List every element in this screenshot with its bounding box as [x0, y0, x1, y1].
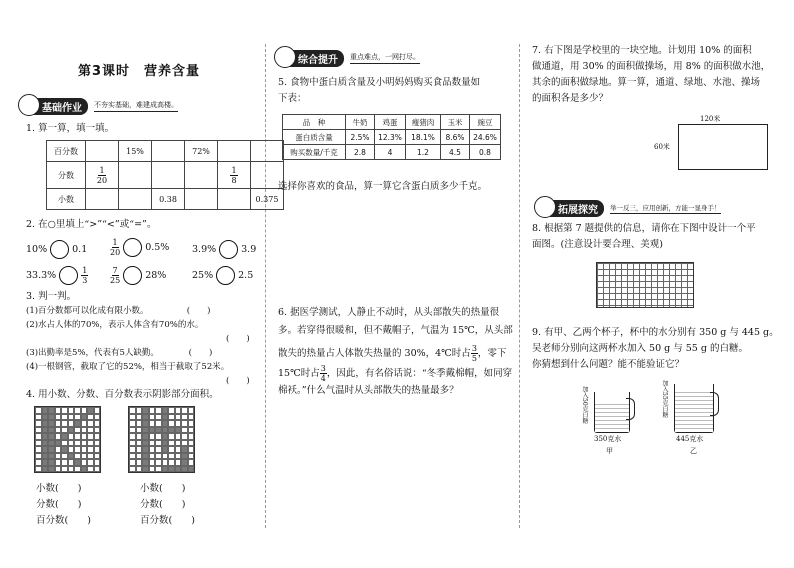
table-cell: [86, 141, 119, 162]
field-rectangle: [678, 124, 768, 170]
table-cell: [119, 162, 152, 189]
table-cell: [185, 189, 218, 210]
judge-item: (4)一根钢管，截取了它的52%，相当于截取了52米。: [26, 362, 230, 372]
field-height-label: 60米: [654, 143, 670, 151]
answer-line: 百分数( ): [140, 515, 195, 526]
table-cell: 蛋白质含量: [283, 130, 346, 145]
cup-a-side-label: 加入50克白糖: [581, 386, 588, 424]
judge-item: (1)百分数都可以化成有限小数。 ( ): [26, 306, 211, 316]
compare-item: 3.9% 3.9: [192, 240, 256, 259]
table-row: [47, 141, 284, 162]
table-cell: 1.2: [406, 145, 441, 160]
answer-circle[interactable]: [123, 266, 142, 285]
q9-line: 9. 有甲、乙两个杯子，杯中的水分别有 350 g 与 445 g。: [532, 327, 779, 338]
conversion-table: [46, 140, 284, 210]
row-label: 百分数: [47, 141, 86, 162]
cup-a-handle: [626, 398, 635, 420]
answer-line: 小数( ): [36, 483, 82, 494]
q1-prompt: 1. 算一算，填一填。: [26, 123, 115, 134]
table-row: [283, 145, 501, 160]
cup-a-water-label: 350克水: [594, 435, 622, 443]
q8-line: 面图。(注意设计要合理、美观): [532, 239, 663, 250]
table-header: 玉米: [441, 115, 470, 130]
q7-line: 其余的面积做绿地。算一算，通道、绿地、水池、操场: [532, 77, 761, 88]
advanced-banner: ☺ 综合提升 重点难点，一网打尽。: [280, 50, 420, 66]
table-cell: 4: [375, 145, 406, 160]
table-cell: [152, 162, 185, 189]
table-cell: 24.6%: [470, 130, 501, 145]
compare-item: 10% 0.1: [26, 240, 87, 259]
table-cell: [119, 189, 152, 210]
basic-banner-note: 不夯实基础，难建成高楼。: [94, 100, 178, 112]
table-cell: [185, 162, 218, 189]
cup-b-name: 乙: [690, 447, 697, 455]
answer-circle[interactable]: [59, 266, 78, 285]
column-divider-left: [265, 44, 266, 528]
answer-circle[interactable]: [50, 240, 69, 259]
compare-item: $\frac{7}{25}$ 28%: [110, 266, 167, 285]
q2-prompt: 2. 在○里填上“>”“<”或“=”。: [26, 219, 157, 230]
q6-line: 棉袄。”什么气温时从头部散失的热量最多？: [278, 385, 459, 396]
cup-a-name: 甲: [606, 447, 613, 455]
answer-line: 百分数( ): [36, 515, 91, 526]
table-header-row: [283, 115, 501, 130]
protein-table: [282, 114, 501, 160]
table-cell: 4.5: [441, 145, 470, 160]
table-header: 牛奶: [346, 115, 375, 130]
table-cell: 0.8: [470, 145, 501, 160]
table-header: 品 种: [283, 115, 346, 130]
advanced-banner-note: 重点难点，一网打尽。: [350, 52, 420, 64]
table-cell: 2.5%: [346, 130, 375, 145]
q9-line: 吴老师分别向这两杯水加入 50 g 与 55 g 的白糖。: [532, 343, 748, 354]
cup-b-water-label: 445克水: [676, 435, 704, 443]
pencil-icon: ✎: [18, 94, 40, 116]
ant-mascot-icon: ❀: [534, 196, 556, 218]
explore-banner-note: 举一反三，应用创新，方能一显身手！: [610, 203, 721, 212]
q5-ask: 选择你喜欢的食品，算一算它含蛋白质多少千克。: [278, 181, 488, 192]
answer-line: 分数( ): [36, 499, 82, 510]
table-cell: 12.3%: [375, 130, 406, 145]
cup-b: [674, 384, 714, 433]
table-cell: 0.375: [251, 189, 284, 210]
design-grid[interactable]: [596, 262, 694, 308]
q7-line: 做通道，用 30% 的面积做操场，用 8% 的面积做水池，: [532, 61, 771, 72]
table-cell: 2.8: [346, 145, 375, 160]
compare-item: 33.3% $\frac{1}{3}$: [26, 266, 88, 285]
table-row: [47, 162, 284, 189]
answer-line: 小数( ): [140, 483, 186, 494]
judge-item: ( ): [226, 334, 250, 344]
table-cell: 72%: [185, 141, 218, 162]
answer-circle[interactable]: [216, 266, 235, 285]
q8-line: 8. 根据第 7 题提供的信息，请你在下图中设计一个平: [532, 223, 756, 234]
table-cell: [218, 141, 251, 162]
grid-cell: [188, 466, 195, 473]
compare-item: 25% 2.5: [192, 266, 253, 285]
basic-banner: ✎ 基础作业 不夯实基础，难建成高楼。: [24, 98, 178, 114]
mascot-icon: ☺: [274, 46, 296, 68]
explore-banner: ❀ 拓展探究 举一反三，应用创新，方能一显身手！: [540, 200, 721, 216]
row-label: 分数: [47, 162, 86, 189]
q7-line: 7. 右下图是学校里的一块空地。计划用 10% 的面积: [532, 45, 752, 56]
q6-line: 多。若穿得很暖和，但不戴帽子，气温为 15℃，从头部: [278, 325, 513, 336]
table-cell: [86, 189, 119, 210]
judge-item: ( ): [226, 376, 250, 386]
cup-a: [594, 392, 630, 433]
q3-prompt: 3. 判一判。: [26, 291, 77, 302]
answer-line: 分数( ): [140, 499, 186, 510]
shaded-grid-b: [128, 406, 195, 473]
q4-prompt: 4. 用小数、分数、百分数表示阴影部分面积。: [26, 389, 219, 400]
q7-line: 的面积各是多少？: [532, 93, 609, 104]
table-row: [47, 189, 284, 210]
grid-cell: [94, 466, 101, 473]
answer-circle[interactable]: [123, 238, 142, 257]
q9-line: 你猜想到什么问题？能不能验证它？: [532, 359, 685, 370]
q6-line: 散失的热量占人体散失热量的 30%，4℃时占 $\frac{3}{5}$ ，零下: [278, 344, 507, 363]
table-cell: 18.1%: [406, 130, 441, 145]
table-header: 豌豆: [470, 115, 501, 130]
judge-item: (2)水占人体的70%，表示人体含有70%的水。: [26, 320, 204, 330]
table-cell: [218, 189, 251, 210]
shaded-grid-a: [34, 406, 101, 473]
table-cell: $\frac{1}{8}$: [218, 162, 251, 189]
q5-prompt-line: 下表：: [278, 93, 307, 104]
q6-line: 6. 据医学测试，人静止不动时，从头部散失的热量很: [278, 307, 500, 318]
q5-prompt-line: 5. 食物中蛋白质含量及小明妈妈购买食品数量如: [278, 77, 481, 88]
table-cell: 0.38: [152, 189, 185, 210]
answer-circle[interactable]: [219, 240, 238, 259]
table-cell: 15%: [119, 141, 152, 162]
column-divider-right: [519, 44, 520, 528]
lesson-title: 第3课时 营养含量: [78, 64, 201, 79]
table-cell: [251, 141, 284, 162]
field-width-label: 120米: [700, 115, 721, 123]
cup-a-water: [595, 402, 629, 432]
compare-item: $\frac{1}{20}$ 0.5%: [110, 238, 170, 257]
table-header: 鸡蛋: [375, 115, 406, 130]
table-cell: 购买数量/千克: [283, 145, 346, 160]
judge-item: (3)出勤率是5%，代表有5人缺勤。 ( ): [26, 348, 213, 358]
table-cell: $\frac{1}{20}$: [86, 162, 119, 189]
cup-b-handle: [710, 392, 719, 416]
table-cell: 8.6%: [441, 130, 470, 145]
table-row: [283, 130, 501, 145]
cup-b-water: [675, 392, 713, 432]
q6-line: 15℃时占 $\frac{3}{4}$ ，因此，有名俗话说：“冬季戴棉帽，如同穿: [278, 364, 513, 383]
table-header: 瘦猪肉: [406, 115, 441, 130]
cup-b-side-label: 加入55克白糖: [661, 380, 668, 418]
row-label: 小数: [47, 189, 86, 210]
table-cell: [152, 141, 185, 162]
